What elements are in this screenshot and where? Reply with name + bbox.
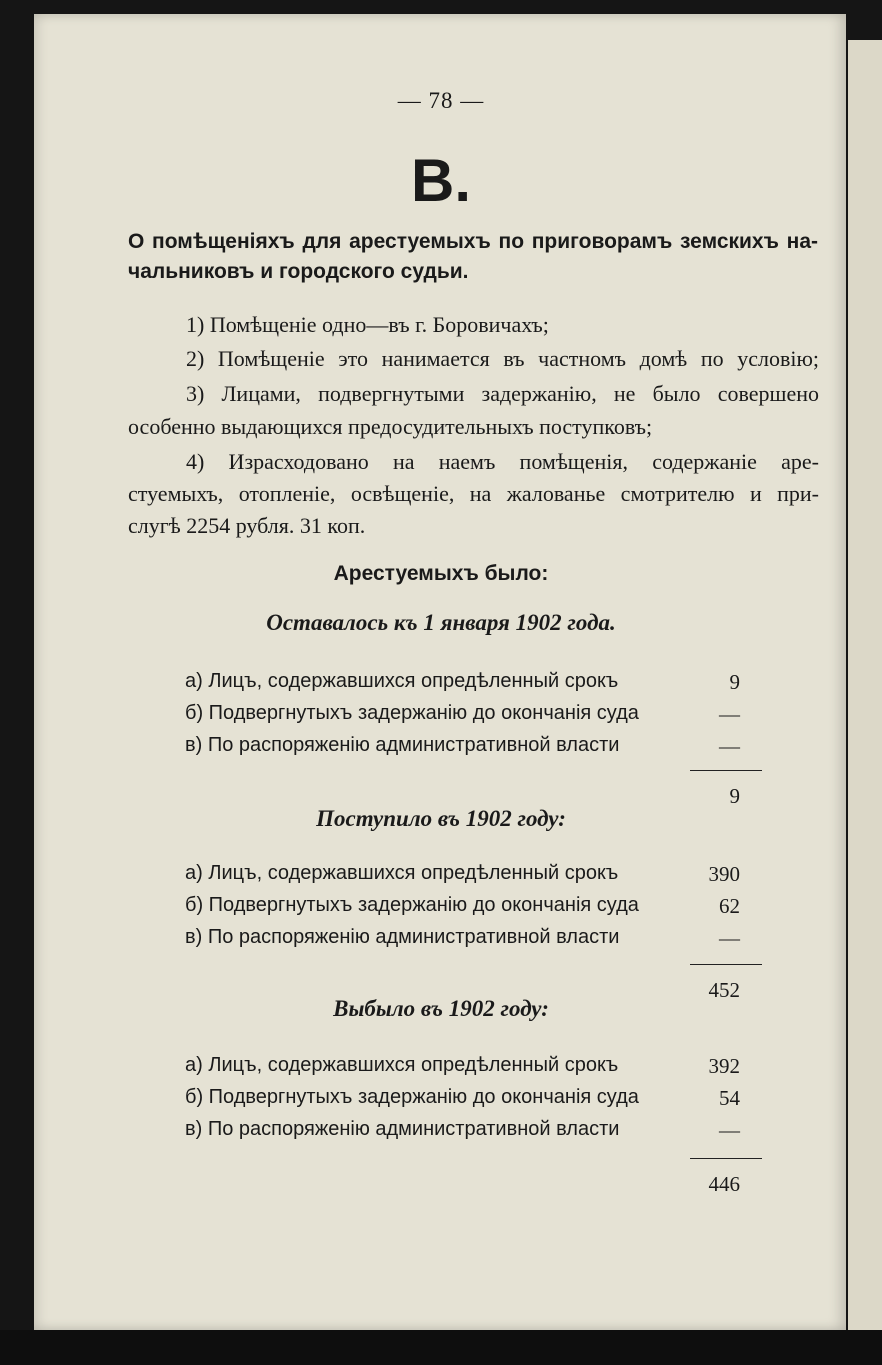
row-value: —: [719, 702, 740, 726]
section-total: 452: [708, 978, 740, 1002]
section-heading-line-1: О помѣщеніяхъ для арестуемыхъ по приговорамъ земскихъ на-: [128, 230, 818, 253]
adjacent-page-edge: [848, 40, 882, 1340]
row-label: б) Подвергнутыхъ задержанію до окончанія суда: [185, 894, 639, 916]
row-label: а) Лицъ, содержавшихся опредѣленный срокъ: [185, 862, 619, 884]
row-value: 392: [708, 1054, 740, 1078]
paragraph-3-line-2: особенно выдающихся предосудительныхъ поступковъ;: [128, 414, 653, 439]
paragraph-3-line-1: 3) Лицами, подвергнутыми задержанію, не было совершено: [186, 381, 819, 406]
paragraph-1: 1) Помѣщеніе одно—въ г. Боровичахъ;: [186, 312, 549, 337]
arrested-heading: Арестуемыхъ было:: [333, 562, 549, 585]
row-label: в) По распоряженію административной власти: [185, 1118, 620, 1140]
paragraph-4-line-1: 4) Израсходовано на наемъ помѣщенія, содержаніе аре-: [186, 449, 819, 474]
total-rule: [690, 1158, 762, 1159]
row-value: —: [719, 734, 740, 758]
row-value: 54: [719, 1086, 740, 1110]
row-value: 62: [719, 894, 740, 918]
paragraph-4-line-3: слугѣ 2254 рубля. 31 коп.: [128, 513, 366, 538]
paragraph-2: 2) Помѣщеніе это нанимается въ частномъ домѣ по условію;: [186, 346, 819, 371]
row-value: —: [719, 1118, 740, 1142]
row-value: 390: [708, 862, 740, 886]
total-rule: [690, 770, 762, 771]
row-label: в) По распоряженію административной власти: [185, 734, 620, 756]
scan-background: [0, 1330, 882, 1365]
row-label: б) Подвергнутыхъ задержанію до окончанія суда: [185, 702, 639, 724]
section-letter: В.: [411, 147, 471, 214]
section-title-arrived: Поступило въ 1902 году:: [316, 806, 566, 831]
row-value: —: [719, 926, 740, 950]
section-title-departed: Выбыло въ 1902 году:: [333, 996, 549, 1021]
total-rule: [690, 964, 762, 965]
section-title-remaining: Оставалось къ 1 января 1902 года.: [266, 610, 616, 635]
paragraph-4-line-2: стуемыхъ, отопленіе, освѣщеніе, на жалованье смотрителю и при-: [128, 481, 819, 506]
page-number: — 78 —: [397, 88, 485, 113]
row-value: 9: [729, 670, 740, 694]
row-label: б) Подвергнутыхъ задержанію до окончанія суда: [185, 1086, 639, 1108]
row-label: а) Лицъ, содержавшихся опредѣленный срокъ: [185, 670, 619, 692]
section-heading-line-2: чальниковъ и городского судьи.: [128, 260, 469, 283]
row-label: а) Лицъ, содержавшихся опредѣленный срокъ: [185, 1054, 619, 1076]
section-total: 9: [729, 784, 740, 808]
row-label: в) По распоряженію административной власти: [185, 926, 620, 948]
section-total: 446: [708, 1172, 740, 1196]
